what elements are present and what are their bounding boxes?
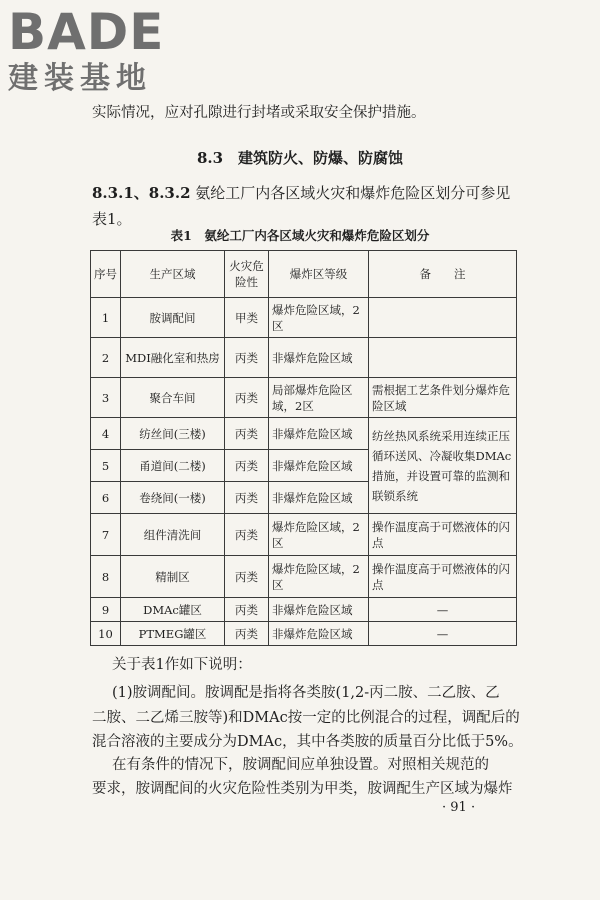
cell-no: 2 bbox=[91, 338, 121, 378]
cell-no: 3 bbox=[91, 378, 121, 418]
table-row bbox=[91, 298, 517, 338]
cell-area: DMAc罐区 bbox=[121, 598, 225, 622]
table-row bbox=[91, 378, 517, 418]
cell-note: — bbox=[369, 598, 517, 622]
explanation-intro: 关于表1作如下说明： bbox=[112, 657, 252, 673]
cell-note bbox=[369, 298, 517, 338]
cell-zone: 非爆炸危险区域 bbox=[269, 418, 369, 450]
cell-fire: 丙类 bbox=[225, 378, 269, 418]
table-title: 表1 氨纶工厂内各区域火灾和爆炸危险区划分 bbox=[170, 228, 430, 243]
cell-fire: 丙类 bbox=[225, 418, 269, 450]
cell-fire: 丙类 bbox=[225, 338, 269, 378]
logo bbox=[8, 3, 165, 96]
cell-no: 4 bbox=[91, 418, 121, 450]
cell-note: 操作温度高于可燃液体的闪点 bbox=[369, 514, 517, 556]
cell-no: 7 bbox=[91, 514, 121, 556]
cell-zone: 爆炸危险区域，2区 bbox=[269, 556, 369, 598]
header-fire: 火灾危险性 bbox=[225, 251, 269, 298]
table-row bbox=[91, 556, 517, 598]
cell-fire: 丙类 bbox=[225, 514, 269, 556]
cell-note: 操作温度高于可燃液体的闪点 bbox=[369, 556, 517, 598]
cell-area: 聚合车间 bbox=[121, 378, 225, 418]
cell-area: 胺调配间 bbox=[121, 298, 225, 338]
explanation-line: (1)胺调配间。胺调配是指将各类胺(1,2-丙二胺、二乙胺、乙 bbox=[112, 685, 500, 701]
cell-area: MDI融化室和热房 bbox=[121, 338, 225, 378]
cell-note bbox=[369, 338, 517, 378]
table-row bbox=[91, 598, 517, 622]
cell-note: — bbox=[369, 622, 517, 646]
cell-fire: 丙类 bbox=[225, 622, 269, 646]
page-number: · 91 · bbox=[442, 800, 476, 815]
table-row bbox=[91, 338, 517, 378]
cell-no: 6 bbox=[91, 482, 121, 514]
header-area: 生产区域 bbox=[121, 251, 225, 298]
cell-no: 10 bbox=[91, 622, 121, 646]
cell-area: PTMEG罐区 bbox=[121, 622, 225, 646]
table-header-row bbox=[91, 251, 517, 298]
explanation-line: 混合溶液的主要成分为DMAc，其中各类胺的质量百分比低于5%。 bbox=[92, 734, 523, 750]
section-title: 8.3 建筑防火、防爆、防腐蚀 bbox=[196, 149, 404, 167]
clause-text: 氨纶工厂内各区域火灾和爆炸危险区划分可参见表1。 bbox=[92, 184, 511, 228]
clause-paragraph bbox=[92, 180, 522, 232]
explanation-line: 二胺、二乙烯三胺等)和DMAc按一定的比例混合的过程，调配后的 bbox=[92, 710, 520, 726]
clause-number: 8.3.1、8.3.2 bbox=[92, 184, 191, 202]
cell-fire: 丙类 bbox=[225, 598, 269, 622]
cell-fire: 丙类 bbox=[225, 450, 269, 482]
cell-no: 1 bbox=[91, 298, 121, 338]
cell-zone: 爆炸危险区域，2区 bbox=[269, 298, 369, 338]
header-note: 备 注 bbox=[369, 251, 517, 298]
cell-zone: 非爆炸危险区域 bbox=[269, 598, 369, 622]
cell-area: 卷绕间(一楼) bbox=[121, 482, 225, 514]
table-row bbox=[91, 418, 517, 450]
explanation-line: 在有条件的情况下，胺调配间应单独设置。对照相关规范的 bbox=[112, 757, 489, 773]
logo-subtitle: 建装基地 bbox=[8, 61, 152, 96]
header-no: 序号 bbox=[91, 251, 121, 298]
top-text: 实际情况，应对孔隙进行封堵或采取安全保护措施。 bbox=[92, 105, 426, 121]
cell-zone: 非爆炸危险区域 bbox=[269, 450, 369, 482]
cell-zone: 局部爆炸危险区域，2区 bbox=[269, 378, 369, 418]
cell-no: 9 bbox=[91, 598, 121, 622]
table-row bbox=[91, 622, 517, 646]
cell-zone: 非爆炸危险区域 bbox=[269, 482, 369, 514]
cell-note-merged: 纺丝热风系统采用连续正压循环送风、冷凝收集DMAc措施，并设置可靠的监测和联锁系统 bbox=[369, 418, 517, 514]
cell-area: 组件清洗间 bbox=[121, 514, 225, 556]
header-zone: 爆炸区等级 bbox=[269, 251, 369, 298]
cell-fire: 丙类 bbox=[225, 482, 269, 514]
cell-fire: 甲类 bbox=[225, 298, 269, 338]
cell-zone: 非爆炸危险区域 bbox=[269, 622, 369, 646]
cell-area: 甬道间(二楼) bbox=[121, 450, 225, 482]
cell-no: 8 bbox=[91, 556, 121, 598]
hazard-zone-table bbox=[90, 250, 517, 646]
cell-area: 精制区 bbox=[121, 556, 225, 598]
cell-note: 需根据工艺条件划分爆炸危险区域 bbox=[369, 378, 517, 418]
explanation-line: 要求，胺调配间的火灾危险性类别为甲类，胺调配生产区域为爆炸 bbox=[92, 781, 513, 797]
cell-fire: 丙类 bbox=[225, 556, 269, 598]
cell-area: 纺丝间(三楼) bbox=[121, 418, 225, 450]
cell-zone: 非爆炸危险区域 bbox=[269, 338, 369, 378]
logo-wordmark: BADE bbox=[8, 3, 165, 61]
table-row bbox=[91, 514, 517, 556]
cell-no: 5 bbox=[91, 450, 121, 482]
cell-zone: 爆炸危险区域，2区 bbox=[269, 514, 369, 556]
